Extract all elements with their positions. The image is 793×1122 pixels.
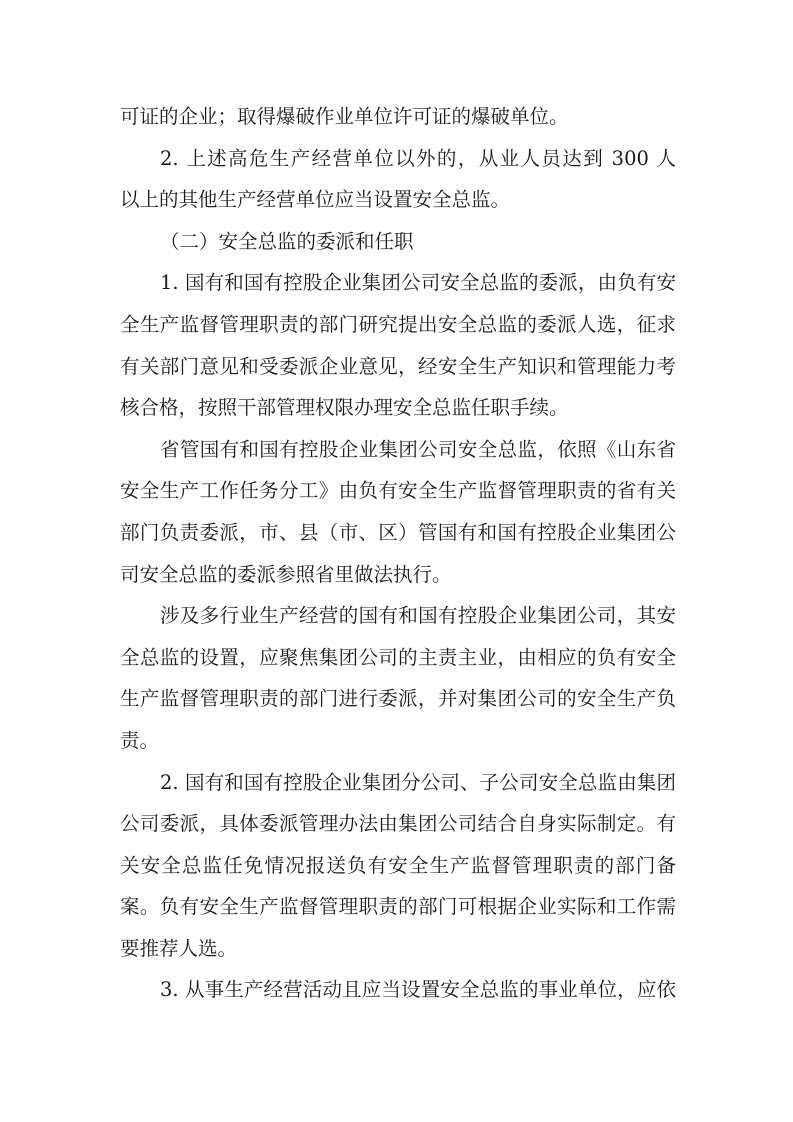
- text-line: 全生产监督管理职责的部门研究提出安全总监的委派人选，征求: [120, 312, 676, 336]
- text-line: 全总监的设置，应聚焦集团公司的主责主业，由相应的负有安全: [120, 645, 676, 669]
- text-line: 案。负有安全生产监督管理职责的部门可根据企业实际和工作需: [120, 895, 676, 919]
- text-line: 省管国有和国有控股企业集团公司安全总监，依照《山东省: [160, 437, 676, 461]
- text-line: 公司委派，具体委派管理办法由集团公司结合自身实际制定。有: [120, 812, 676, 836]
- text-line: （二）安全总监的委派和任职: [160, 229, 414, 253]
- text-line: 安全生产工作任务分工》由负有安全生产监督管理职责的省有关: [120, 479, 676, 503]
- text-line: 涉及多行业生产经营的国有和国有控股企业集团公司，其安: [160, 604, 676, 628]
- text-line: 3. 从事生产经营活动且应当设置安全总监的事业单位，应依: [160, 978, 676, 1002]
- text-line: 部门负责委派，市、县（市、区）管国有和国有控股企业集团公: [120, 520, 676, 544]
- text-line: 生产监督管理职责的部门进行委派，并对集团公司的安全生产负: [120, 687, 676, 711]
- text-line: 核合格，按照干部管理权限办理安全总监任职手续。: [120, 396, 569, 420]
- text-line: 2. 国有和国有控股企业集团分公司、子公司安全总监由集团: [160, 770, 676, 794]
- text-line: 可证的企业；取得爆破作业单位许可证的爆破单位。: [120, 105, 569, 128]
- text-line: 要推荐人选。: [120, 936, 238, 960]
- text-line: 责。: [120, 728, 160, 752]
- text-line: 以上的其他生产经营单位应当设置安全总监。: [120, 188, 511, 212]
- text-line: 有关部门意见和受委派企业意见，经安全生产知识和管理能力考: [120, 354, 676, 378]
- text-line: 2. 上述高危生产经营单位以外的，从业人员达到 300 人: [160, 146, 676, 170]
- text-line: 1. 国有和国有控股企业集团公司安全总监的委派，由负有安: [160, 271, 676, 295]
- text-line: 司安全总监的委派参照省里做法执行。: [120, 562, 452, 586]
- document-page: [120, 96, 676, 1011]
- text-line: 关安全总监任免情况报送负有安全生产监督管理职责的部门备: [120, 853, 676, 877]
